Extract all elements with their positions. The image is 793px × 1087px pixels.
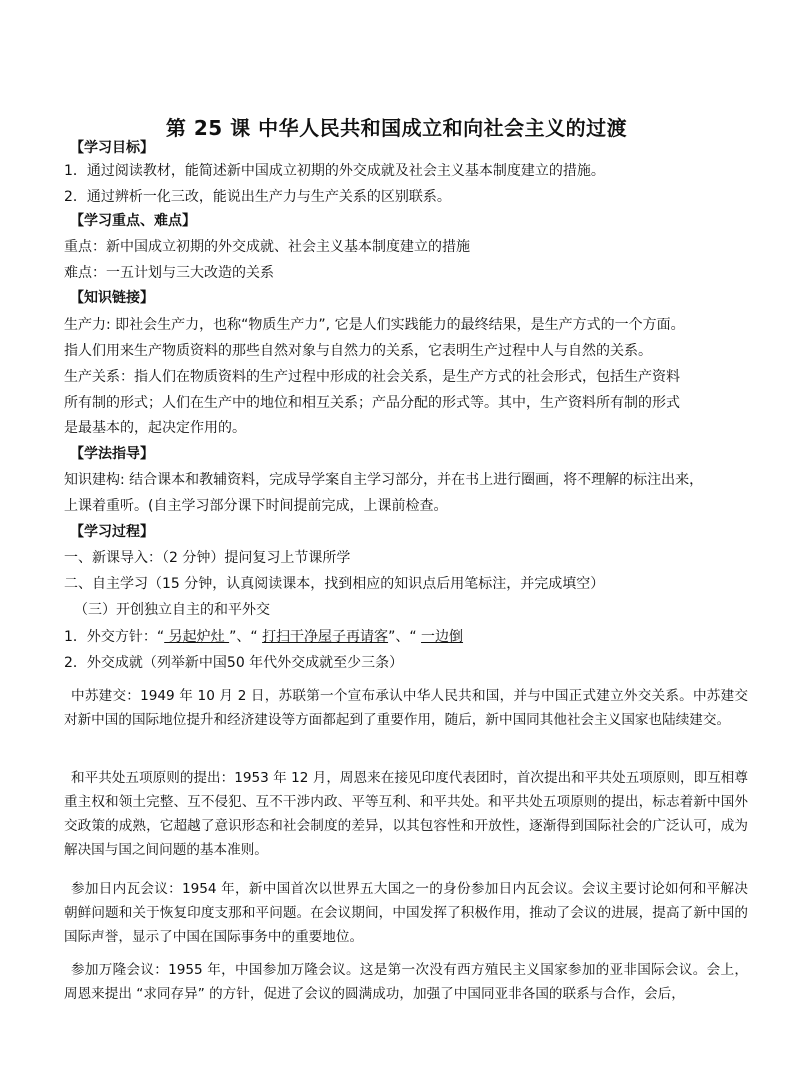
paragraph-sino-soviet (64, 684, 748, 732)
study-method-line-1: 知识建构: 结合课本和教辅资料，完成导学案自主学习部分，并在书上进行圈画，将不理解的标注出来， (64, 472, 704, 488)
policy-answer-3: 一边倒 (421, 629, 464, 645)
quote-separator: ”、“ (388, 629, 422, 645)
keypoints-heading: 【学习重点、难点】 (70, 213, 196, 229)
quote-separator: ”、“ (229, 629, 263, 645)
process-heading: 【学习过程】 (70, 524, 154, 540)
focus-text: 重点：新中国成立初期的外交成就、社会主义基本制度建立的措施 (64, 239, 470, 255)
relations-line-1: 生产关系：指人们在物质资料的生产过程中形成的社会关系，是生产方式的社会形式，包括生产资料 (64, 369, 680, 385)
relations-line-2: 所有制的形式；人们在生产中的地位和相互关系；产品分配的形式等。其中，生产资料所有制的形式 (64, 395, 680, 411)
policy-line (64, 627, 744, 647)
paragraph-five-principles (64, 766, 748, 862)
objective-item-2: 2．通过辨析一化三改，能说出生产力与生产关系的区别联系。 (64, 189, 451, 205)
policy-answer-1: 另起炉灶 (164, 629, 230, 645)
paragraph-text: 参加日内瓦会议：1954 年，新中国首次以世界五大国之一的身份参加日内瓦会议。会议主要讨论如何和平解决朝鲜问题和关于恢复印度支那和平问题。在会议期间，中国发挥了积极作用，推动了会议的进展，提高了新中国的国际声誉，显示了中国在国际事务中的重要地位。 (64, 881, 748, 945)
knowledge-link-heading: 【知识链接】 (70, 290, 154, 306)
achievements-prompt: 2．外交成就（列举新中国50 年代外交成就至少三条） (64, 655, 404, 671)
relations-line-3: 是最基本的，起决定作用的。 (64, 420, 246, 436)
section-peaceful-diplomacy: （三）开创独立自主的和平外交 (74, 602, 270, 618)
productivity-line-1: 生产力: 即社会生产力，也称“物质生产力”, 它是人们实践能力的最终结果，是生产方式的一个方面。 (64, 317, 685, 333)
step-intro: 一、新课导入：（2 分钟）提问复习上节课所学 (64, 550, 351, 566)
productivity-line-2: 指人们用来生产物质资料的那些自然对象与自然力的关系，它表明生产过程中人与自然的关系。 (64, 343, 652, 359)
paragraph-text: 参加万隆会议：1955 年，中国参加万隆会议。这是第一次没有西方殖民主义国家参加的亚非国际会议。会上，周恩来提出 “求同存异” 的方针，促进了会议的圆满成功，加强了中国同亚非各国的联系与合作，会后， (64, 962, 748, 1002)
step-self-study: 二、自主学习（15 分钟，认真阅读课本，找到相应的知识点后用笔标注，并完成填空） (64, 576, 605, 592)
study-method-line-2: 上课着重听。(自主学习部分课下时间提前完成，上课前检查。 (64, 498, 448, 514)
study-method-heading: 【学法指导】 (70, 446, 154, 462)
difficulty-text: 难点：一五计划与三大改造的关系 (64, 265, 274, 281)
policy-answer-2: 打扫干净屋子再请客 (262, 629, 389, 645)
paragraph-bandung (64, 958, 748, 1006)
objectives-heading: 【学习目标】 (70, 140, 154, 156)
objective-item-1: 1．通过阅读教材，能简述新中国成立初期的外交成就及社会主义基本制度建立的措施。 (64, 163, 605, 179)
policy-prefix: 1．外交方针： (64, 629, 157, 645)
lesson-title: 第 25 课 中华人民共和国成立和向社会主义的过渡 (165, 116, 628, 140)
paragraph-geneva (64, 877, 748, 949)
paragraph-text: 中苏建交：1949 年 10 月 2 日，苏联第一个宣布承认中华人民共和国，并与中国正式建立外交关系。中苏建交对新中国的国际地位提升和经济建设等方面都起到了重要作用，随后，新中国同其他社会主义国家也陆续建交。 (64, 688, 748, 728)
paragraph-text: 和平共处五项原则的提出：1953 年 12 月，周恩来在接见印度代表团时，首次提出和平共处五项原则，即互相尊重主权和领土完整、互不侵犯、互不干涉内政、平等互利、和平共处。和平共处五项原则的提出，标志着新中国外交政策的成熟，它超越了意识形态和社会制度的差异，以其包容性和开放性，逐渐得到国际社会的广泛认可，成为解决国与国之间问题的基本准则。 (64, 770, 748, 858)
quote-mark: “ (156, 629, 165, 645)
